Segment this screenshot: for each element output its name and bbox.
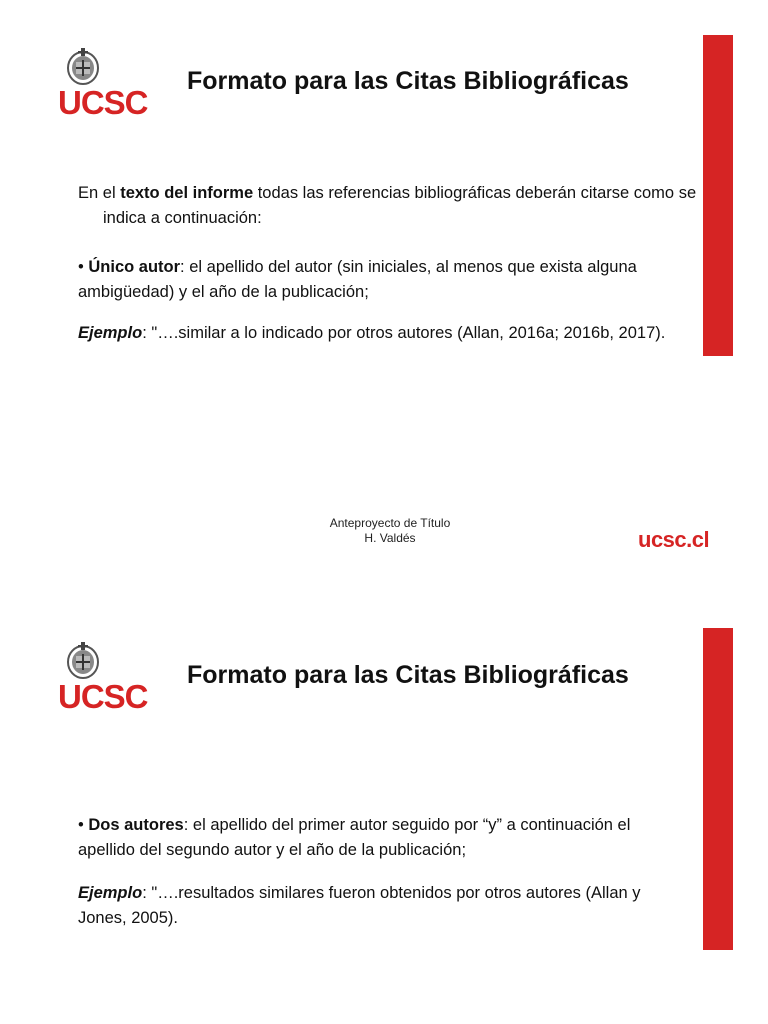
example-paragraph — [78, 881, 688, 931]
bullet-single-author — [78, 255, 688, 305]
intro-paragraph — [78, 181, 713, 231]
bullet-text: : el apellido del autor (sin iniciales, al menos que exista alguna ambigüedad) y el año de la publicación; — [78, 258, 637, 301]
footer-line-1: Anteproyecto de Título — [329, 516, 451, 530]
intro-text-1: En el — [78, 184, 121, 202]
logo-wordmark: UCSC — [58, 84, 148, 121]
red-accent-bar — [703, 628, 733, 950]
slide-2 — [0, 590, 768, 1024]
slide-title: Formato para las Citas Bibliográficas — [187, 67, 629, 95]
example-text: : "….resultados similares fueron obtenidos por otros autores (Allan y Jones, 2005). — [78, 884, 641, 927]
university-seal-icon — [65, 46, 101, 88]
bullet-text: : el apellido del primer autor seguido por “y” a continuación el apellido del segundo autor y el año de la publicación; — [78, 816, 631, 859]
footer-site-logo: ucsc.cl — [638, 527, 710, 552]
bullet-term: Único autor — [88, 258, 181, 276]
ucsc-logo — [58, 46, 148, 126]
bullet-term: Dos autores — [88, 816, 184, 834]
example-paragraph — [78, 321, 688, 346]
bullet-marker: • — [78, 258, 89, 276]
ucsc-logo — [58, 640, 148, 720]
example-text: : "….similar a lo indicado por otros autores (Allan, 2016a; 2016b, 2017). — [142, 324, 666, 342]
intro-text-2: todas las referencias bibliográficas deberán citarse como se indica a continuación: — [103, 184, 697, 227]
bullet-marker: • — [78, 816, 89, 834]
example-label: Ejemplo — [78, 884, 143, 902]
slide-title: Formato para las Citas Bibliográficas — [187, 661, 629, 689]
logo-wordmark: UCSC — [58, 678, 148, 715]
bullet-two-authors — [78, 813, 688, 863]
example-label: Ejemplo — [78, 324, 143, 342]
footer-line-2: H. Valdés — [364, 531, 416, 545]
university-seal-icon — [65, 640, 101, 682]
intro-text-bold: texto del informe — [120, 184, 254, 202]
footer-text — [290, 516, 490, 546]
